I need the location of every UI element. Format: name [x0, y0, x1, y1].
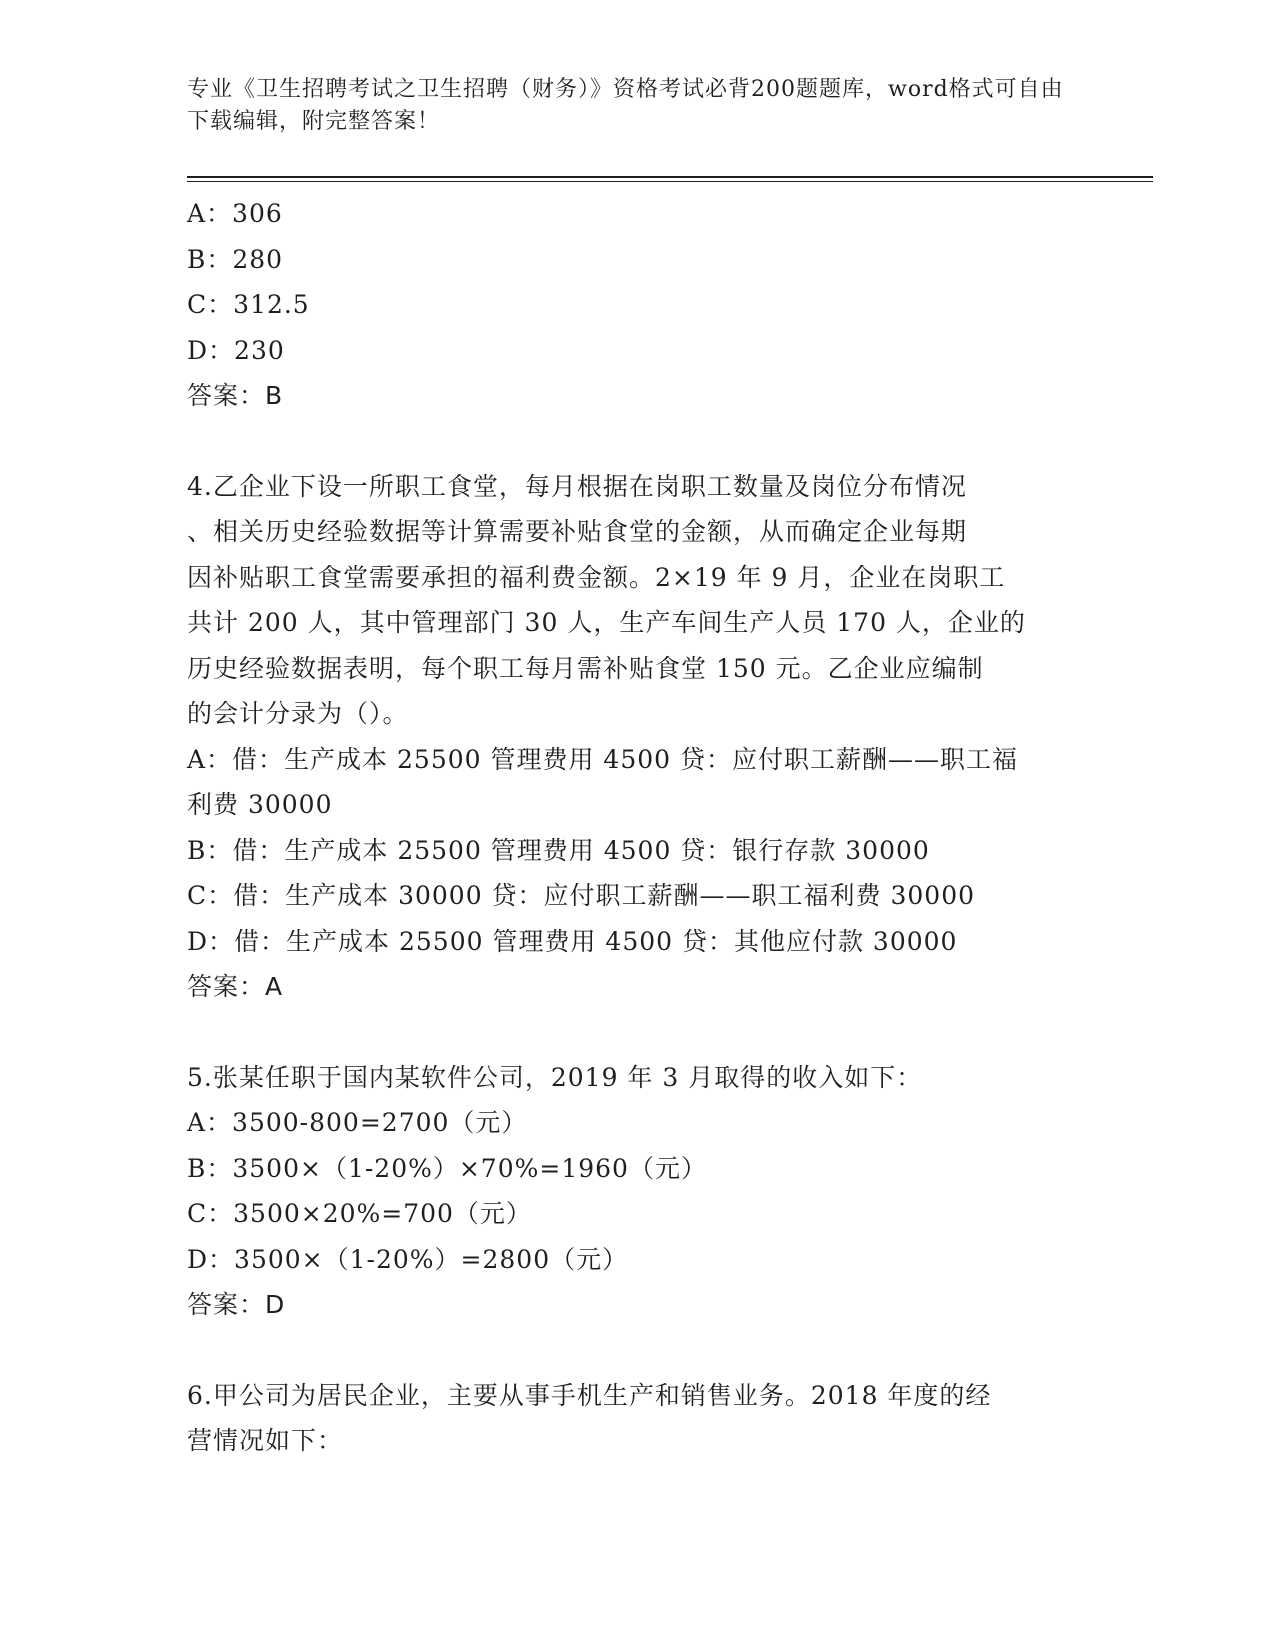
option-c: C：3500×20%=700（元） [187, 1199, 532, 1228]
option-c: C：借：生产成本 30000 贷：应付职工薪酬——职工福利费 30000 [187, 881, 976, 910]
question-text-line: 因补贴职工食堂需要承担的福利费金额。2×19 年 9 月，企业在岗职工 [187, 562, 1006, 592]
option-b: B：3500×（1-20%）×70%=1960（元） [187, 1153, 707, 1183]
option-b: B：借：生产成本 25500 管理费用 4500 贷：银行存款 30000 [187, 835, 930, 865]
option-c: C：312.5 [187, 290, 310, 319]
partial-question [187, 191, 1087, 419]
option-d: D：3500×（1-20%）=2800（元） [187, 1244, 629, 1274]
question-text-line: 、相关历史经验数据等计算需要补贴食堂的金额，从而确定企业每期 [187, 517, 968, 546]
header-divider-thin [187, 181, 1153, 182]
answer-line: 答案：A [187, 972, 284, 1001]
header-divider-thick [187, 176, 1153, 178]
option-d: D：借：生产成本 25500 管理费用 4500 贷：其他应付款 30000 [187, 926, 958, 956]
question-text-line: 4.乙企业下设一所职工食堂，每月根据在岗职工数量及岗位分布情况 [187, 471, 967, 501]
question-4 [187, 464, 1087, 1010]
question-5 [187, 1055, 1087, 1328]
question-text-line: 5.张某任职于国内某软件公司，2019 年 3 月取得的收入如下： [187, 1062, 923, 1092]
document-header [187, 74, 1067, 138]
header-title: 专业《卫生招聘考试之卫生招聘（财务）》资格考试必背200题题库，word格式可自由下载编辑，附完整答案！ [187, 77, 1064, 134]
option-a: A：3500-800=2700（元） [187, 1108, 528, 1137]
question-text-line: 历史经验数据表明，每个职工每月需补贴食堂 150 元。乙企业应编制 [187, 653, 984, 683]
answer-line: 答案：B [187, 381, 284, 410]
question-text-line: 6.甲公司为居民企业，主要从事手机生产和销售业务。2018 年度的经 [187, 1380, 992, 1410]
option-a-continued: 利费 30000 [187, 790, 333, 819]
answer-line: 答案：D [187, 1290, 286, 1319]
question-6 [187, 1373, 1087, 1464]
option-a: A：借：生产成本 25500 管理费用 4500 贷：应付职工薪酬——职工福 [187, 744, 1018, 774]
question-list [187, 191, 1087, 1464]
option-d: D：230 [187, 335, 285, 365]
question-text-line: 营情况如下： [187, 1426, 344, 1455]
question-text-line: 共计 200 人，其中管理部门 30 人，生产车间生产人员 170 人，企业的 [187, 608, 1026, 637]
option-a: A：306 [187, 199, 283, 228]
question-text-line: 的会计分录为（）。 [187, 699, 409, 728]
option-b: B：280 [187, 244, 284, 274]
